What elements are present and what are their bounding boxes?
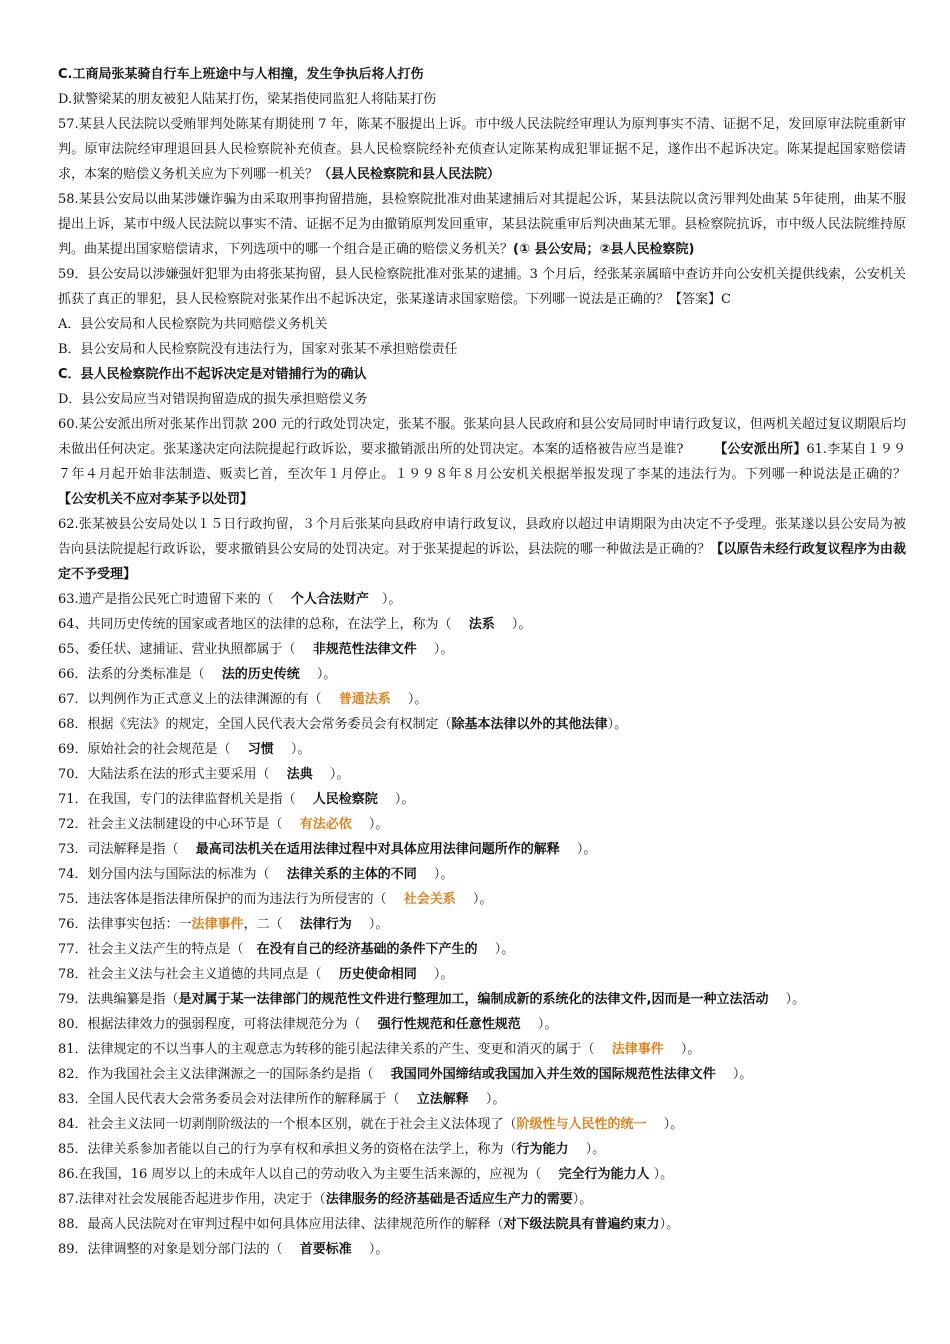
text-line bbox=[58, 1112, 906, 1137]
text-segment: 66．法系的分类标准是（ bbox=[58, 667, 222, 682]
bold-answer: 最高司法机关在适用法律过程中对具体应用法律问题所作的解释 bbox=[195, 842, 560, 857]
text-line bbox=[58, 862, 906, 887]
bold-answer: 法律行为 bbox=[299, 917, 352, 932]
text-segment: A．县公安局和人民检察院为共同赔偿义务机关 bbox=[58, 317, 328, 332]
text-line bbox=[58, 187, 906, 262]
text-line bbox=[58, 262, 906, 312]
text-segment: 82．作为我国社会主义法律渊源之一的国际条约是指（ bbox=[58, 1067, 391, 1082]
text-line bbox=[58, 1162, 906, 1187]
text-segment: ）。 bbox=[715, 1067, 753, 1082]
text-segment: ）。 bbox=[312, 767, 350, 782]
bold-answer: 完全行为能力人 bbox=[558, 1167, 650, 1182]
text-segment: 74．划分国内法与国际法的标准为（ bbox=[58, 867, 287, 882]
text-segment: 72．社会主义法制建设的中心环节是（ bbox=[58, 817, 300, 832]
bold-answer: 法的历史传统 bbox=[221, 667, 300, 682]
bold-answer: C.工商局张某骑自行车上班途中与人相撞，发生争执后将人打伤 bbox=[58, 67, 424, 82]
text-segment: ）。 bbox=[299, 667, 337, 682]
text-line bbox=[58, 512, 906, 587]
text-line bbox=[58, 337, 906, 362]
text-line bbox=[58, 887, 906, 912]
bold-answer: 我国同外国缔结或我国加入并生效的国际规范性法律文件 bbox=[390, 1067, 716, 1082]
bold-answer: 强行性规范和任意性规范 bbox=[377, 1017, 521, 1032]
text-segment: ）。 bbox=[351, 1242, 389, 1257]
text-line bbox=[58, 62, 906, 87]
text-line bbox=[58, 687, 906, 712]
text-segment: ）。 bbox=[768, 992, 806, 1007]
bold-answer: 对下级法院具有普遍约束力 bbox=[503, 1217, 660, 1232]
text-segment: 64、共同历史传统的国家或者地区的法律的总称，在法学上，称为（ bbox=[58, 617, 469, 632]
text-segment: 76．法律事实包括：一 bbox=[58, 917, 192, 932]
text-segment: ）。 bbox=[273, 742, 311, 757]
highlighted-answer: 阶级性与人民性的统一 bbox=[516, 1117, 647, 1132]
text-segment: ）。 bbox=[416, 867, 454, 882]
bold-answer: 法典 bbox=[286, 767, 313, 782]
bold-answer: 非规范性法律文件 bbox=[312, 642, 417, 657]
bold-answer: C．县人民检察院作出不起诉决定是对错捕行为的确认 bbox=[58, 367, 367, 382]
text-segment: ）。 bbox=[390, 692, 428, 707]
text-segment: 57.某县人民法院以受贿罪判处陈某有期徒刑 7 年，陈某不服提出上诉。市中级人民法院经审理认为原判事实不清、证据不足，发回原审法院重新审判。原审法院经审理退回县人民检察院补充侦查。县人民检察院经补充侦查认定陈某构成犯罪证据不足，遂作出不起诉决定。陈某提起国家赔偿请求，本案的赔偿义务机关应为下列哪一机关？ bbox=[58, 117, 906, 182]
bold-answer: 法系 bbox=[468, 617, 495, 632]
text-segment: ）。 bbox=[351, 917, 389, 932]
highlighted-answer: 法律事件 bbox=[191, 917, 244, 932]
bold-answer: （县人民检察院和县人民法院） bbox=[318, 167, 501, 182]
bold-answer: 【以原告未经行政复议程序为由裁定不予受理】 bbox=[58, 542, 906, 582]
text-segment: 79．法典编纂是指（ bbox=[58, 992, 179, 1007]
text-line bbox=[58, 1012, 906, 1037]
bold-answer: 立法解释 bbox=[416, 1092, 469, 1107]
text-line bbox=[58, 1062, 906, 1087]
text-segment: ）。 bbox=[659, 1217, 680, 1232]
text-line bbox=[58, 662, 906, 687]
highlighted-answer: 法律事件 bbox=[611, 1042, 664, 1057]
bold-answer: 法律关系的主体的不同 bbox=[286, 867, 417, 882]
text-line bbox=[58, 612, 906, 637]
text-line bbox=[58, 837, 906, 862]
text-segment: 75．违法客体是指法律所保护的而为违法行为所侵害的（ bbox=[58, 892, 404, 907]
text-line bbox=[58, 1037, 906, 1062]
text-segment: 87.法律对社会发展能否起进步作用，决定于（ bbox=[58, 1192, 326, 1207]
text-segment: ）。 bbox=[416, 967, 454, 982]
bold-answer: 个人合法财产 bbox=[290, 592, 369, 607]
bold-answer: 习惯 bbox=[247, 742, 274, 757]
text-segment: ）。 bbox=[649, 1167, 674, 1182]
text-segment: 86.在我国，16 周岁以上的未成年人以自己的劳动收入为主要生活来源的，应视为（ bbox=[58, 1167, 559, 1182]
text-line bbox=[58, 362, 906, 387]
text-segment: 65、委任状、逮捕证、营业执照都属于（ bbox=[58, 642, 313, 657]
text-segment: ）。 bbox=[494, 617, 532, 632]
text-segment: 70．大陆法系在法的形式主要采用（ bbox=[58, 767, 287, 782]
text-segment: ）。 bbox=[607, 717, 628, 732]
text-line bbox=[58, 312, 906, 337]
text-segment: ）。 bbox=[572, 1192, 593, 1207]
text-line bbox=[58, 1137, 906, 1162]
text-segment: 59．县公安局以涉嫌强奸犯罪为由将张某拘留，县人民检察院批准对张某的逮捕。3 个月后，经张某亲属暗中查访并向公安机关提供线索，公安机关抓获了真正的罪犯，县人民检察院对张某作出不起诉决定，张某遂请求国家赔偿。下列哪一说法是正确的？【答案】C bbox=[58, 267, 906, 307]
text-segment: 89．法律调整的对象是划分部门法的（ bbox=[58, 1242, 300, 1257]
text-line bbox=[58, 812, 906, 837]
text-line bbox=[58, 937, 906, 962]
text-line bbox=[58, 412, 919, 512]
text-segment: 62.张某被县公安局处以１５日行政拘留，３个月后张某向县政府申请行政复议，县政府以超过申请期限为由决定不予受理。张某遂以县公安局为被告向县法院提起行政诉讼，要求撤销县公安局的处罚决定。对于张某提起的诉讼，县法院的哪一种做法是正确的？ bbox=[58, 517, 906, 557]
text-line bbox=[58, 987, 906, 1012]
text-segment: 58.某县公安局以曲某涉嫌诈骗为由采取刑事拘留措施，县检察院批准对曲某逮捕后对其提起公诉，某县法院以贪污罪判处曲某 5年徒刑，曲某不服提出上诉，某市中级人民法院以事实不清、证据不足为由撤销原判发回重审，某县法院重审后判决曲某无罪。县检察院抗诉，市中级人民法院维持原判。曲某提出国家赔偿请求，下列选项中的哪一个组合是正确的赔偿义务机关？ bbox=[58, 192, 906, 257]
text-line bbox=[58, 1087, 906, 1112]
text-line bbox=[58, 637, 906, 662]
bold-answer: 【公安机关不应对李某予以处罚】 bbox=[58, 492, 254, 507]
text-segment: D．县公安局应当对错误拘留造成的损失承担赔偿义务 bbox=[58, 392, 368, 407]
text-line bbox=[58, 387, 906, 412]
bold-answer: 行为能力 bbox=[516, 1142, 569, 1157]
text-line bbox=[58, 912, 906, 937]
text-segment: ，二（ bbox=[243, 917, 300, 932]
text-line bbox=[58, 762, 906, 787]
text-line bbox=[58, 87, 906, 112]
bold-answer: 历史使命相同 bbox=[338, 967, 417, 982]
text-line bbox=[58, 1212, 906, 1237]
text-line bbox=[58, 787, 906, 812]
text-segment: B．县公安局和人民检察院没有违法行为，国家对张某不承担赔偿责任 bbox=[58, 342, 458, 357]
highlighted-answer: 有法必依 bbox=[299, 817, 352, 832]
text-segment: 61.李某自１９９７年４月起开始非法制造、贩卖匕首，至次年１月停止。１９９８年８月公安机关根据举报发现了李某的违法行为。下列哪一种说法是正确的？ bbox=[58, 442, 919, 482]
text-segment: ）。 bbox=[568, 1142, 606, 1157]
bold-answer: 【公安派出所】 bbox=[714, 442, 807, 457]
bold-answer: (① 县公安局；②县人民检察院) bbox=[513, 242, 695, 257]
text-segment: 77．社会主义法产生的特点是（ bbox=[58, 942, 257, 957]
text-segment: 88．最高人民法院对在审判过程中如何具体应用法律、法律规范所作的解释（ bbox=[58, 1217, 504, 1232]
bold-answer: 法律服务的经济基础是否适应生产力的需要 bbox=[325, 1192, 573, 1207]
text-segment: ）。 bbox=[559, 842, 597, 857]
text-segment: ）。 bbox=[351, 817, 389, 832]
text-segment: ）。 bbox=[416, 642, 454, 657]
bold-answer: 是对属于某一法律部门的规范性文件进行整理加工，编制成新的系统化的法律文件,因而是一种立法活动 bbox=[178, 992, 769, 1007]
bold-answer: 除基本法律以外的其他法律 bbox=[451, 717, 608, 732]
text-segment: ）。 bbox=[468, 1092, 506, 1107]
text-segment: ）。 bbox=[455, 892, 493, 907]
document-page bbox=[58, 62, 919, 1262]
text-line bbox=[58, 737, 906, 762]
text-segment: 83．全国人民代表大会常务委员会对法律所作的解释属于（ bbox=[58, 1092, 417, 1107]
text-segment: 80．根据法律效力的强弱程度，可将法律规范分为（ bbox=[58, 1017, 378, 1032]
text-segment: ）。 bbox=[477, 942, 515, 957]
text-segment: ）。 bbox=[368, 592, 402, 607]
text-segment: 67．以判例作为正式意义上的法律渊源的有（ bbox=[58, 692, 339, 707]
text-line bbox=[58, 962, 906, 987]
bold-answer: 在没有自己的经济基础的条件下产生的 bbox=[256, 942, 478, 957]
text-segment: ）。 bbox=[663, 1042, 701, 1057]
bold-answer: 首要标准 bbox=[299, 1242, 352, 1257]
text-segment: 81．法律规定的不以当事人的主观意志为转移的能引起法律关系的产生、变更和消灭的属于（ bbox=[58, 1042, 612, 1057]
text-line bbox=[58, 112, 906, 187]
text-segment: 84．社会主义法同一切剥削阶级法的一个根本区别，就在于社会主义法体现了（ bbox=[58, 1117, 517, 1132]
text-segment: 68．根据《宪法》的规定，全国人民代表大会常务委员会有权制定（ bbox=[58, 717, 452, 732]
text-line bbox=[58, 1237, 906, 1262]
text-segment: ）。 bbox=[646, 1117, 684, 1132]
text-segment: ）。 bbox=[377, 792, 415, 807]
highlighted-answer: 普通法系 bbox=[338, 692, 391, 707]
text-segment: 85．法律关系参加者能以自己的行为享有权和承担义务的资格在法学上，称为（ bbox=[58, 1142, 517, 1157]
text-segment: 69．原始社会的社会规范是（ bbox=[58, 742, 248, 757]
text-segment: 78．社会主义法与社会主义道德的共同点是（ bbox=[58, 967, 339, 982]
text-line bbox=[58, 712, 906, 737]
text-line bbox=[58, 1187, 906, 1212]
text-segment: 60.某公安派出所对张某作出罚款 200 元的行政处罚决定，张某不服。张某向县人民政府和县公安局同时申请行政复议，但两机关超过复议期限后均未做出任何决定。张某遂决定向法院提起行政诉讼，要求撤销派出所的处罚决定。本案的适格被告应当是谁? bbox=[58, 417, 906, 457]
text-segment: ）。 bbox=[520, 1017, 558, 1032]
text-segment: 73．司法解释是指（ bbox=[58, 842, 196, 857]
text-line bbox=[58, 587, 906, 612]
text-segment: 71．在我国，专门的法律监督机关是指（ bbox=[58, 792, 313, 807]
text-segment: D.狱警梁某的朋友被犯人陆某打伤，梁某指使同监犯人将陆某打伤 bbox=[58, 92, 437, 107]
highlighted-answer: 社会关系 bbox=[403, 892, 456, 907]
bold-answer: 人民检察院 bbox=[312, 792, 378, 807]
text-segment: 63.遗产是指公民死亡时遗留下来的（ bbox=[58, 592, 291, 607]
